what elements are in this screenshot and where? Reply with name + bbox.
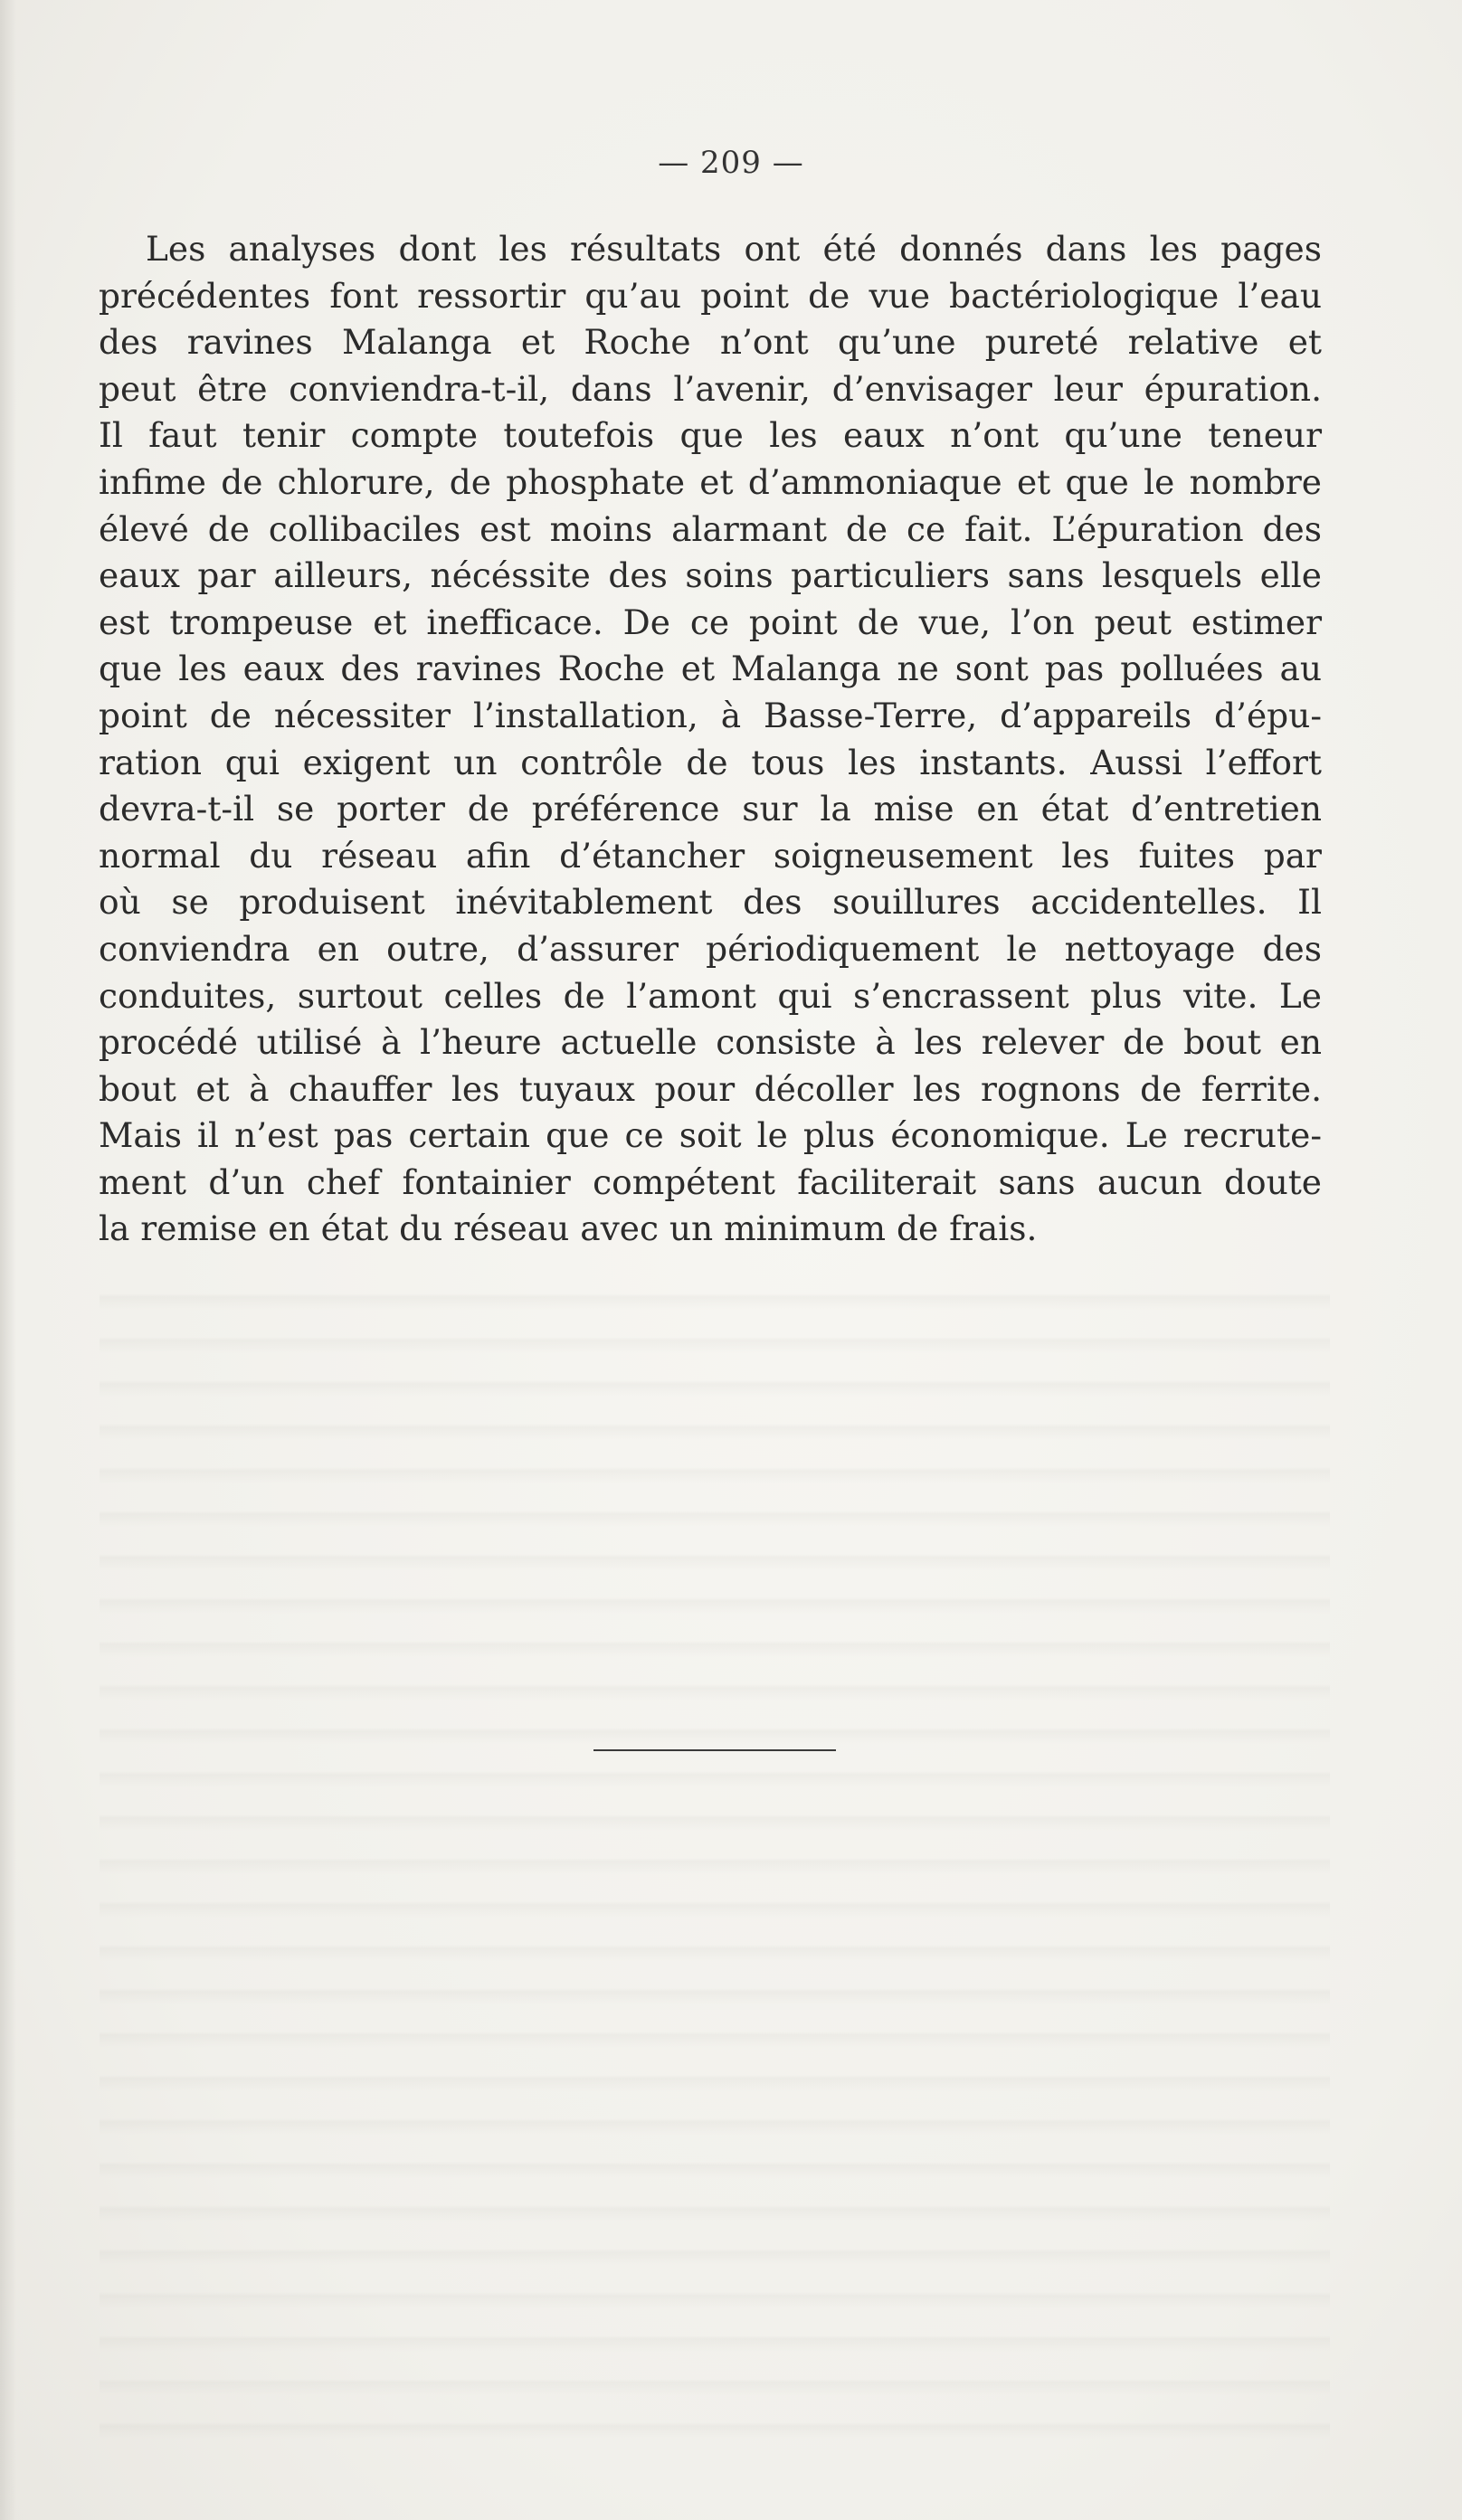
paragraph-line: est trompeuse et inefficace. De ce point de vue, l’on peut estimer (99, 602, 1322, 642)
reverse-side-bleed-through (100, 1266, 1330, 2442)
paragraph-line: la remise en état du réseau avec un minimum de frais. (99, 1208, 1038, 1249)
body-paragraph (99, 226, 1322, 1253)
paragraph-line: Les analyses dont les résultats ont été donnés dans les pages (146, 229, 1322, 269)
paragraph-line: précédentes font ressortir qu’au point de vue bactériologique l’eau (99, 275, 1322, 316)
paragraph-line: des ravines Malanga et Roche n’ont qu’une pureté relative et (99, 322, 1322, 363)
paragraph-line: peut être conviendra-t-il, dans l’avenir, d’envisager leur épuration. (99, 368, 1322, 409)
paragraph-line: ration qui exigent un contrôle de tous les instants. Aussi l’effort (99, 742, 1322, 782)
page-number: — 209 — (658, 145, 804, 181)
paragraph-line: élevé de collibaciles est moins alarmant de ce fait. L’épuration des (99, 508, 1322, 549)
paragraph-line: conduites, surtout celles de l’amont qui s’encrassent plus vite. Le (99, 975, 1322, 1016)
paragraph-line: point de nécessiter l’installation, à Basse-Terre, d’appareils d’épu- (99, 695, 1322, 735)
paragraph-line: ment d’un chef fontainier compétent faciliterait sans aucun doute (99, 1161, 1322, 1202)
paragraph-line: bout et à chauffer les tuyaux pour décoller les rognons de ferrite. (99, 1068, 1322, 1109)
paragraph-line: eaux par ailleurs, nécéssite des soins particuliers sans lesquels elle (99, 555, 1322, 596)
paragraph-line: Il faut tenir compte toutefois que les eaux n’ont qu’une teneur (99, 415, 1322, 456)
paragraph-line: conviendra en outre, d’assurer périodiquement le nettoyage des (99, 928, 1322, 969)
paragraph-line: normal du réseau afin d’étancher soigneusement les fuites par (99, 835, 1322, 876)
page-edge-shadow (0, 0, 16, 2520)
paragraph-line: Mais il n’est pas certain que ce soit le plus économique. Le recrute- (99, 1115, 1322, 1156)
paragraph-line: procédé utilisé à l’heure actuelle consiste à les relever de bout en (99, 1022, 1322, 1063)
paragraph-line: que les eaux des ravines Roche et Malanga ne sont pas polluées au (99, 649, 1322, 689)
paragraph-line: où se produisent inévitablement des souillures accidentelles. Il (99, 882, 1322, 923)
paragraph-line: infime de chlorure, de phosphate et d’ammoniaque et que le nombre (99, 461, 1322, 502)
paragraph-line: devra-t-il se porter de préférence sur la mise en état d’entretien (99, 789, 1322, 829)
section-divider-rule (593, 1749, 836, 1751)
